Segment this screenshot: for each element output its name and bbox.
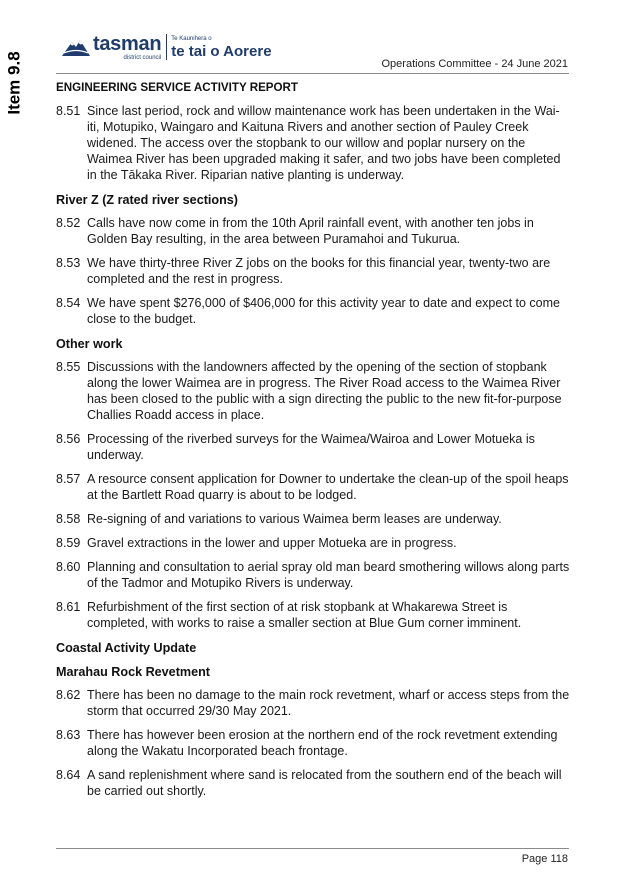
paragraph-number: 8.57: [56, 472, 81, 486]
paragraph-number: 8.64: [56, 768, 81, 782]
item-label: Item 9.8: [5, 51, 24, 115]
logo-maori-small: Te Kaunihera o: [171, 35, 212, 42]
paragraph-number: 8.51: [56, 104, 81, 118]
paragraph-text: Processing of the riverbed surveys for the Waimea/Wairoa and Lower Motueka is underway.: [87, 432, 535, 462]
paragraph-number: 8.59: [56, 536, 81, 550]
item-side-tab: [2, 40, 28, 126]
numbered-paragraph: [56, 767, 570, 799]
logo-wordmark: [93, 34, 161, 61]
numbered-paragraph: [56, 255, 570, 287]
paragraph-text: There has been no damage to the main rock revetment, wharf or access steps from the storm that occurred 29/30 May 2021.: [87, 688, 570, 718]
numbered-paragraph: [56, 215, 570, 247]
paragraph-number: 8.56: [56, 432, 81, 446]
numbered-paragraph: [56, 535, 570, 551]
paragraph-text: Discussions with the landowners affected by the opening of the section of stopbank along the lower Waimea are in progress. The River Road access to the Waimea River has been closed to the public with a sign directing the public to the new fit-for-purpose Challies Roadd access in place.: [87, 360, 562, 422]
numbered-paragraph: [56, 727, 570, 759]
council-logo: [61, 30, 272, 64]
page-number: Page 118: [521, 853, 568, 865]
paragraph-number: 8.52: [56, 216, 81, 230]
mountain-logo-icon: [61, 36, 91, 58]
paragraph-text: We have thirty-three River Z jobs on the books for this financial year, twenty-two are completed and the rest in progress.: [87, 256, 551, 286]
paragraph-number: 8.60: [56, 560, 81, 574]
paragraph-text: There has however been erosion at the northern end of the rock revetment extending along the Wakatu Incorporated beach frontage.: [87, 728, 558, 758]
header-meta: Operations Committee - 24 June 2021: [381, 58, 568, 70]
header-divider: [56, 73, 569, 74]
numbered-paragraph: [56, 559, 570, 591]
numbered-paragraph: [56, 295, 570, 327]
section-heading: Coastal Activity Update: [56, 641, 197, 655]
paragraph-number: 8.54: [56, 296, 81, 310]
report-body: [56, 81, 570, 807]
paragraph-text: Gravel extractions in the lower and upper Motueka are in progress.: [87, 536, 457, 550]
paragraph-number: 8.53: [56, 256, 81, 270]
paragraph-text: Refurbishment of the first section of at risk stopbank at Whakarewa Street is completed, with works to raise a smaller section at Blue Gum corner imminent.: [87, 600, 522, 630]
footer-divider: [56, 848, 569, 849]
numbered-paragraph: [56, 599, 570, 631]
logo-subtitle: district council: [123, 54, 162, 61]
paragraph-text: Since last period, rock and willow maintenance work has been undertaken in the Wai-iti, Motupiko, Waingaro and Kaituna Rivers and another section of Pauley Creek widened. The access over the stopbank to our willow and poplar nursery on the Waimea River has been upgraded making it safer, and two jobs have been completed in the Tākaka River. Riparian native planting is underway.: [87, 104, 561, 182]
report-title: ENGINEERING SERVICE ACTIVITY REPORT: [56, 81, 299, 94]
paragraph-number: 8.61: [56, 600, 81, 614]
numbered-paragraph: [56, 687, 570, 719]
paragraph-number: 8.55: [56, 360, 81, 374]
paragraph-number: 8.62: [56, 688, 81, 702]
paragraph-text: Planning and consultation to aerial spray old man beard smothering willows along parts of the Tadmor and Motupiko Rivers is underway.: [87, 560, 570, 590]
logo-divider: [166, 34, 167, 60]
paragraph-text: A sand replenishment where sand is relocated from the southern end of the beach will be carried out shortly.: [87, 768, 562, 798]
paragraph-number: 8.63: [56, 728, 81, 742]
numbered-paragraph: [56, 511, 570, 527]
paragraph-number: 8.58: [56, 512, 81, 526]
logo-brand: tasman: [93, 32, 162, 55]
numbered-paragraph: [56, 471, 570, 503]
paragraph-text: Calls have now come in from the 10th April rainfall event, with another ten jobs in Golden Bay resulting, in the area between Puramahoi and Tukurua.: [87, 216, 534, 246]
section-heading: Marahau Rock Revetment: [56, 665, 210, 679]
numbered-paragraph: [56, 431, 570, 463]
numbered-paragraph: [56, 359, 570, 423]
logo-maori-big: te tai o Aorere: [171, 42, 272, 60]
section-heading: Other work: [56, 337, 123, 351]
section-heading: River Z (Z rated river sections): [56, 193, 238, 207]
numbered-paragraph: [56, 103, 570, 183]
logo-maori-name: [171, 36, 271, 59]
paragraph-text: Re-signing of and variations to various Waimea berm leases are underway.: [87, 512, 502, 526]
paragraph-text: A resource consent application for Downer to undertake the clean-up of the spoil heaps at the Bartlett Road quarry is about to be lodged.: [87, 472, 569, 502]
paragraph-text: We have spent $276,000 of $406,000 for this activity year to date and expect to come close to the budget.: [87, 296, 560, 326]
